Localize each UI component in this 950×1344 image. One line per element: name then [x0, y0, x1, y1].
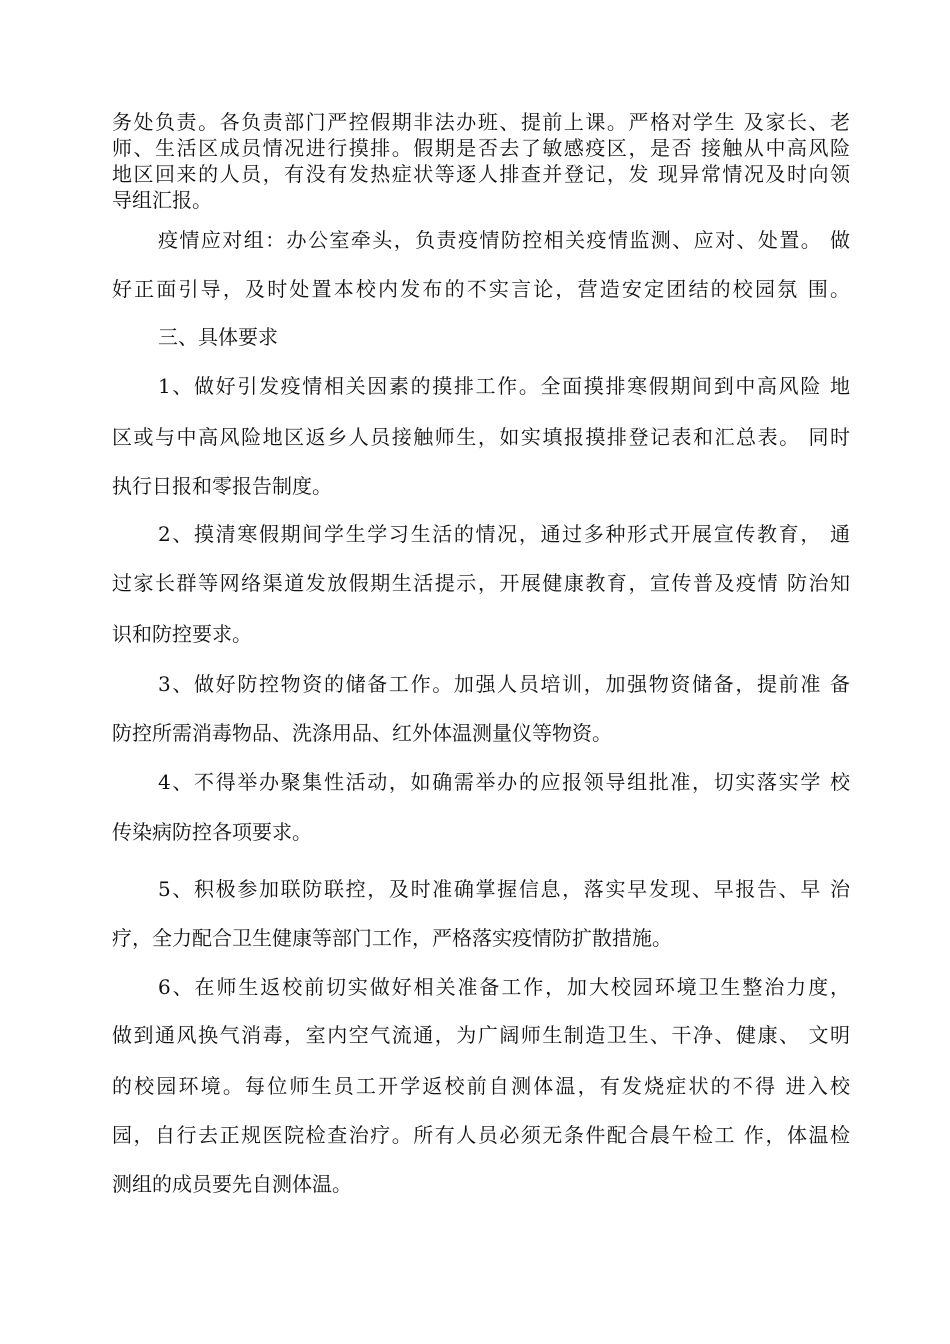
- text-line: 疗，全力配合卫生健康等部门工作，严格落实疫情防扩散措施。: [112, 926, 672, 950]
- text-line: 3、做好防控物资的储备工作。加强人员培训，加强物资储备，提前准 备: [158, 672, 850, 696]
- text-line: 6、在师生返校前切实做好相关准备工作，加大校园环境卫生整治力度，: [158, 975, 850, 999]
- text-line: 1、做好引发疫情相关因素的摸排工作。全面摸排寒假期间到中高风险 地: [158, 374, 850, 398]
- text-line: 识和防控要求。: [112, 622, 252, 646]
- text-line: 区或与中高风险地区返乡人员接触师生，如实填报摸排登记表和汇总表。 同时: [112, 425, 850, 449]
- text-line: 传染病防控各项要求。: [112, 820, 312, 844]
- text-line: 导组汇报。: [112, 188, 212, 212]
- section-heading: 三、具体要求: [158, 325, 278, 349]
- text-line: 做到通风换气消毒，室内空气流通，为广阔师生制造卫生、干净、健康、 文明: [112, 1023, 850, 1047]
- text-line: 师、生活区成员情况进行摸排。假期是否去了敏感疫区，是否 接触从中高风险: [112, 136, 850, 160]
- text-line: 测组的成员要先自测体温。: [112, 1172, 352, 1196]
- text-line: 过家长群等网络渠道发放假期生活提示，开展健康教育，宣传普及疫情 防治知: [112, 571, 850, 595]
- text-line: 执行日报和零报告制度。: [112, 474, 332, 498]
- text-line: 5、积极参加联防联控，及时准确掌握信息，落实早发现、早报告、早 治: [158, 877, 850, 901]
- text-line: 好正面引导，及时处置本校内发布的不实言论，营造安定团结的校园氛 围。: [112, 277, 850, 301]
- text-line: 的校园环境。每位师生员工开学返校前自测体温，有发烧症状的不得 进入校: [112, 1074, 850, 1098]
- text-line: 务处负责。各负责部门严控假期非法办班、提前上课。严格对学生 及家长、老: [112, 110, 850, 134]
- text-line: 防控所需消毒物品、洗涤用品、红外体温测量仪等物资。: [112, 721, 612, 745]
- text-line: 地区回来的人员，有没有发热症状等逐人排查并登记，发 现异常情况及时向领: [112, 162, 850, 186]
- text-line: 疫情应对组：办公室牵头，负责疫情防控相关疫情监测、应对、处置。 做: [158, 228, 850, 252]
- text-line: 4、不得举办聚集性活动，如确需举办的应报领导组批准，切实落实学 校: [158, 770, 850, 794]
- text-line: 园，自行去正规医院检查治疗。所有人员必须无条件配合晨午检工 作，体温检: [112, 1123, 850, 1147]
- text-line: 2、摸清寒假期间学生学习生活的情况，通过多种形式开展宣传教育， 通: [158, 522, 850, 546]
